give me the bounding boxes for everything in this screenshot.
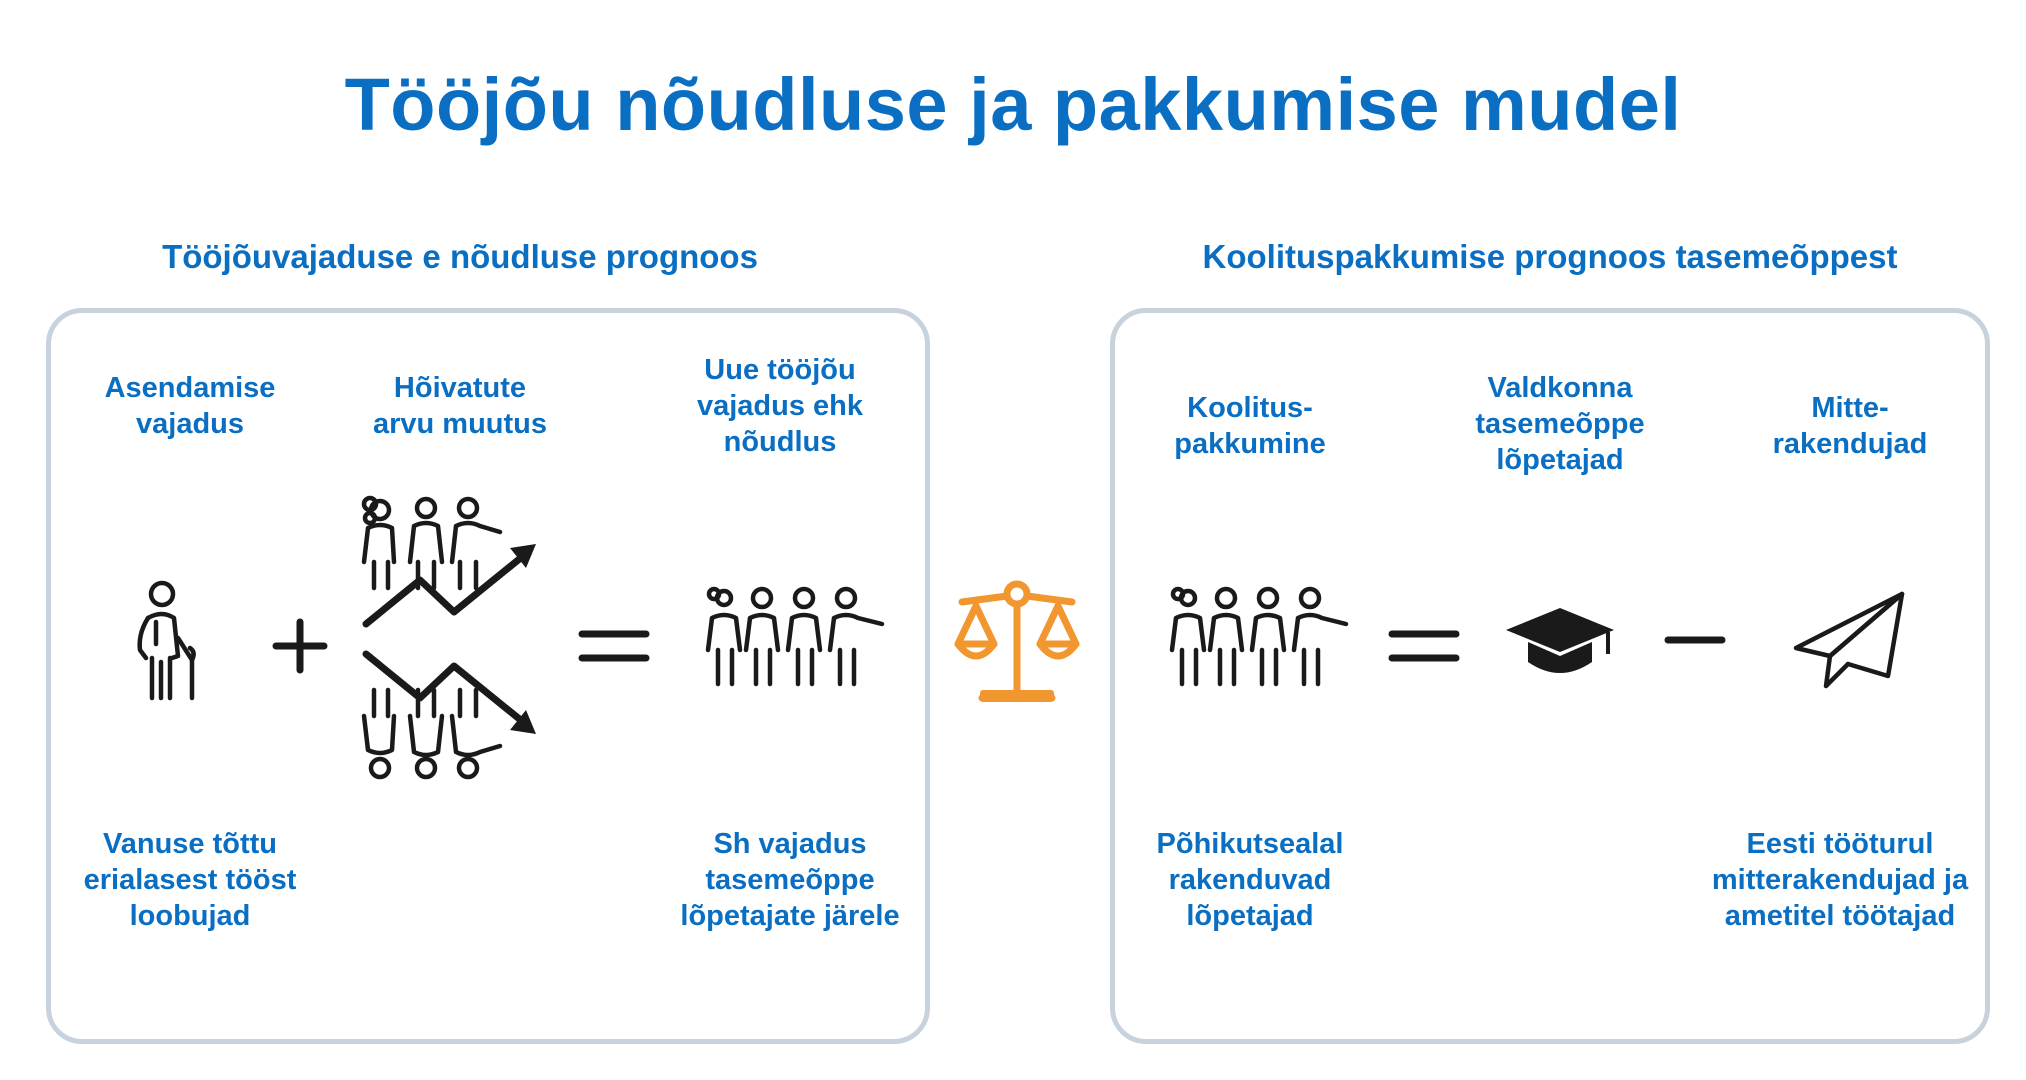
minus-icon bbox=[1664, 630, 1726, 650]
people-group-icon bbox=[700, 584, 890, 696]
equals-icon bbox=[1388, 626, 1460, 666]
paper-plane-icon bbox=[1790, 588, 1908, 692]
scales-icon bbox=[952, 572, 1082, 706]
new-demand-label: Uue tööjõu vajadus ehk nõudlus bbox=[696, 354, 864, 458]
non-employed-label: Mitte- rakendujad bbox=[1772, 392, 1928, 460]
replacement-label: Asendamise vajadus bbox=[104, 372, 276, 440]
people-trend-up-down-icon bbox=[350, 492, 550, 782]
graduation-cap-icon bbox=[1502, 604, 1618, 680]
employment-change-label: Hõivatute arvu muutus bbox=[372, 372, 548, 440]
demand-heading: Tööjõuvajaduse e nõudluse prognoos bbox=[162, 238, 758, 275]
supply-heading: Koolituspakkumise prognoos tasemeõppest bbox=[1202, 238, 1898, 275]
non-employed-description: Eesti tööturul mitterakendujad ja ametitel töötajad bbox=[1711, 828, 1969, 932]
training-supply-description: Põhikutsealal rakenduvad lõpetajad bbox=[1156, 828, 1344, 932]
page-title: Tööjõu nõudluse ja pakkumise mudel bbox=[344, 63, 1682, 146]
training-supply-label: Koolitus- pakkumine bbox=[1174, 392, 1326, 460]
plus-icon bbox=[272, 618, 328, 674]
equals-icon bbox=[578, 626, 650, 666]
elderly-person-icon bbox=[112, 578, 212, 708]
replacement-description: Vanuse tõttu erialasest tööst loobujad bbox=[83, 828, 297, 932]
new-demand-description: Sh vajadus tasemeõppe lõpetajate järele bbox=[680, 828, 900, 932]
graduates-label: Valdkonna tasemeõppe lõpetajad bbox=[1475, 372, 1645, 476]
people-group-icon bbox=[1164, 584, 1354, 696]
